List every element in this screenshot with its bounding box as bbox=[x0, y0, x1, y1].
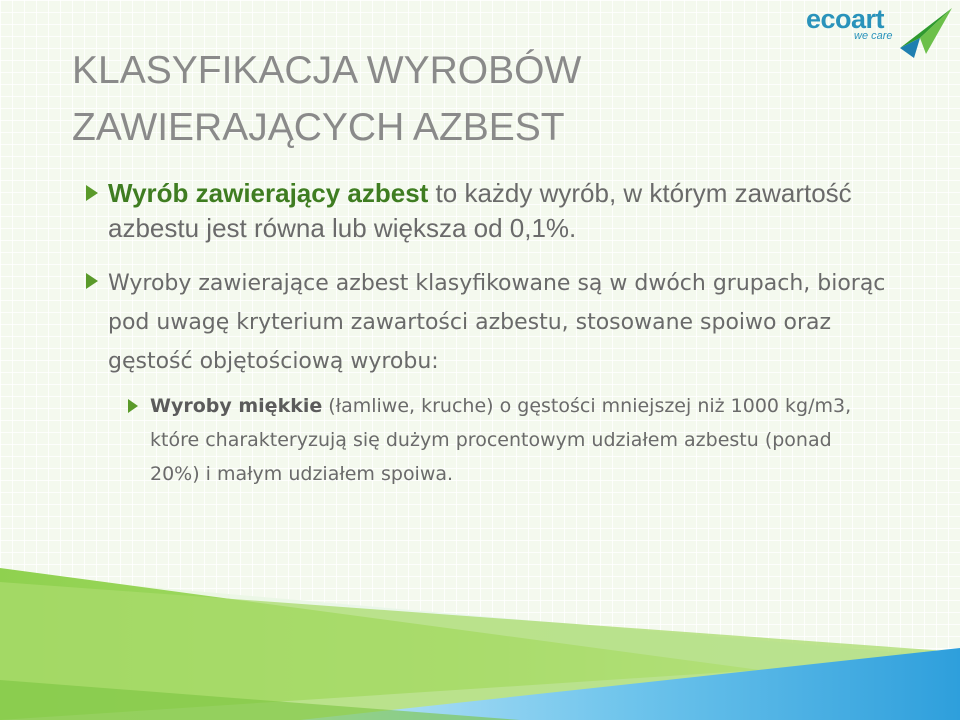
logo-tagline: we care bbox=[854, 30, 893, 42]
logo-wordmark: ecoart bbox=[806, 4, 885, 34]
sub-bullet-soft-highlight: Wyroby miękkie bbox=[150, 395, 323, 417]
bullet-definition bbox=[86, 176, 886, 246]
sub-bullet-soft-products bbox=[128, 389, 886, 491]
ecoart-swoosh-icon bbox=[896, 4, 954, 60]
bullet-classification bbox=[86, 264, 886, 381]
bullet-definition-highlight: Wyrób zawierający azbest bbox=[108, 178, 429, 208]
title-line-2: ZAWIERAJĄCYCH AZBEST bbox=[72, 106, 565, 149]
triangle-right-icon bbox=[128, 399, 138, 413]
bullet-definition-text: to każdy wyrób, w którym zawartość azbestu jest równa lub większa od 0,1%. bbox=[108, 178, 852, 243]
triangle-right-icon bbox=[86, 273, 98, 289]
bullet-classification-text: Wyroby zawierające azbest klasyfikowane są w dwóch grupach, biorąc pod uwagę kryterium zawartości azbestu, stosowane spoiwo oraz gęstość objętościową wyrobu: bbox=[108, 271, 886, 374]
slide-title bbox=[72, 42, 772, 156]
ecoart-logo bbox=[802, 0, 954, 60]
sub-bullet-soft-text: (łamliwe, kruche) o gęstości mniejszej niż 1000 kg/m3, które charakteryzują się dużym procentowym udziałem azbestu (ponad 20%) i małym udziałem spoiwa. bbox=[150, 395, 852, 485]
title-line-1: KLASYFIKACJA WYROBÓW bbox=[72, 49, 582, 92]
decorative-swoosh bbox=[0, 560, 960, 720]
slide-content bbox=[86, 176, 886, 491]
triangle-right-icon bbox=[86, 185, 98, 201]
